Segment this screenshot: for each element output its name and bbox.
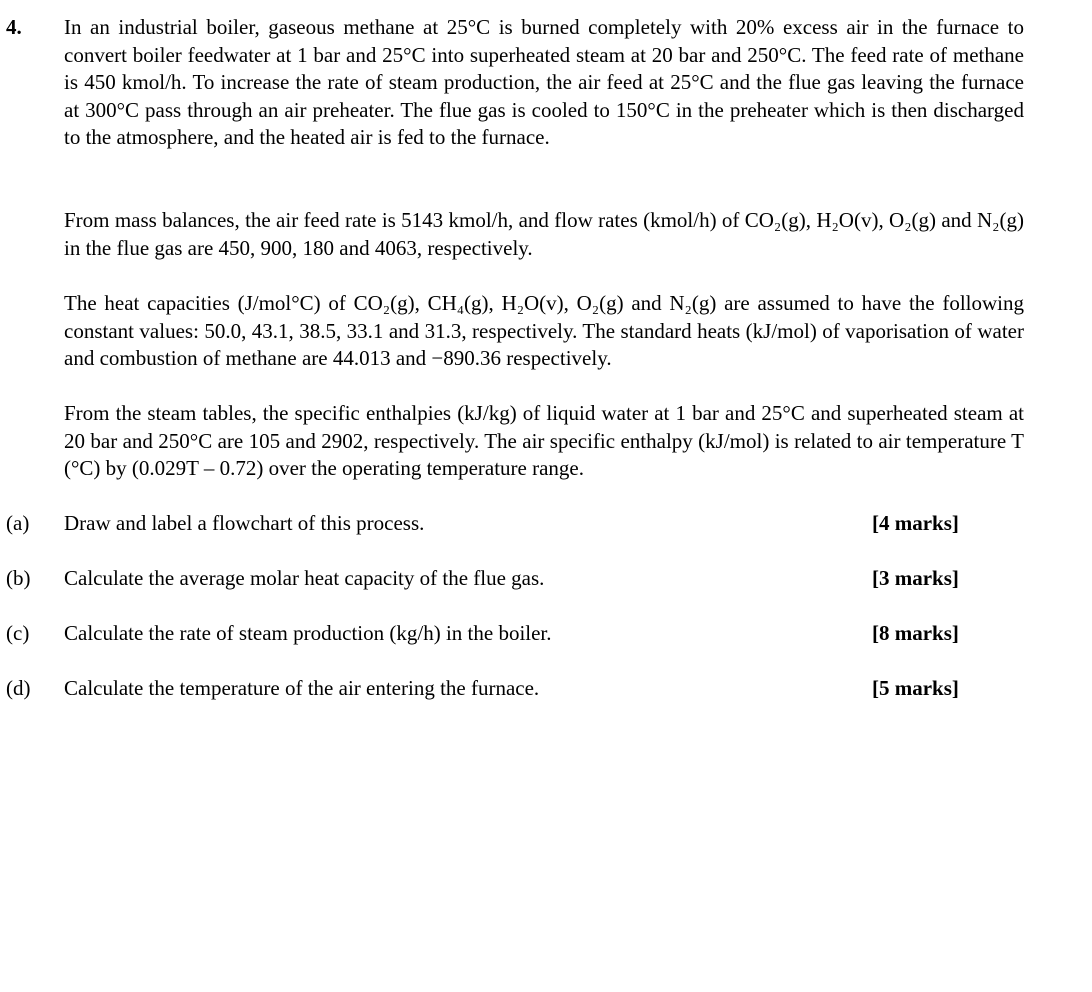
part-marks: [8 marks]: [872, 621, 959, 645]
part-marks: [5 marks]: [872, 676, 959, 700]
question-part-d: [0, 676, 1092, 706]
mass-balance-data: From mass balances, the air feed rate is 5143 kmol/h, and flow rates (kmol/h) of CO₂(g), H₂O(v), O₂(g) and N₂(g) in the flue gas are 450, 900, 180 and 4063, respectively.: [64, 208, 1024, 260]
part-marks: [3 marks]: [872, 566, 959, 590]
part-text: Calculate the temperature of the air entering the furnace.: [64, 676, 540, 700]
part-text: Calculate the average molar heat capacity of the flue gas.: [64, 566, 545, 590]
part-text: Draw and label a flowchart of this process.: [64, 511, 425, 535]
part-label: (b): [6, 566, 31, 590]
part-marks: [4 marks]: [872, 511, 959, 535]
heat-capacity-data: The heat capacities (J/mol°C) of CO₂(g), CH₄(g), H₂O(v), O₂(g) and N₂(g) are assumed to have the following constant values: 50.0, 43.1, 38.5, 33.1 and 31.3, respectively. The standard heats (kJ/mol) of vaporisation of water and combustion of methane are 44.013 and −890.36 respectively.: [64, 291, 1024, 371]
part-label: (d): [6, 676, 31, 700]
question-part-c: [0, 621, 1092, 651]
part-label: (a): [6, 511, 30, 535]
part-text: Calculate the rate of steam production (kg/h) in the boiler.: [64, 621, 552, 645]
steam-table-data: From the steam tables, the specific enthalpies (kJ/kg) of liquid water at 1 bar and 25°C and superheated steam at 20 bar and 250°C are 105 and 2902, respectively. The air specific enthalpy (kJ/mol) is related to air temperature T (°C) by (0.029T – 0.72) over the operating temperature range.: [64, 401, 1024, 481]
part-label: (c): [6, 621, 30, 645]
question-part-b: [0, 566, 1092, 596]
question-number: 4.: [6, 15, 22, 39]
question-part-a: [0, 511, 1092, 541]
problem-statement: In an industrial boiler, gaseous methane at 25°C is burned completely with 20% excess air in the furnace to convert boiler feedwater at 1 bar and 25°C into superheated steam at 20 bar and 250°C. The feed rate of methane is 450 kmol/h. To increase the rate of steam production, the air feed at 25°C and the flue gas leaving the furnace at 300°C pass through an air preheater. The flue gas is cooled to 150°C in the preheater which is then discharged to the atmosphere, and the heated air is fed to the furnace.: [64, 15, 1024, 150]
